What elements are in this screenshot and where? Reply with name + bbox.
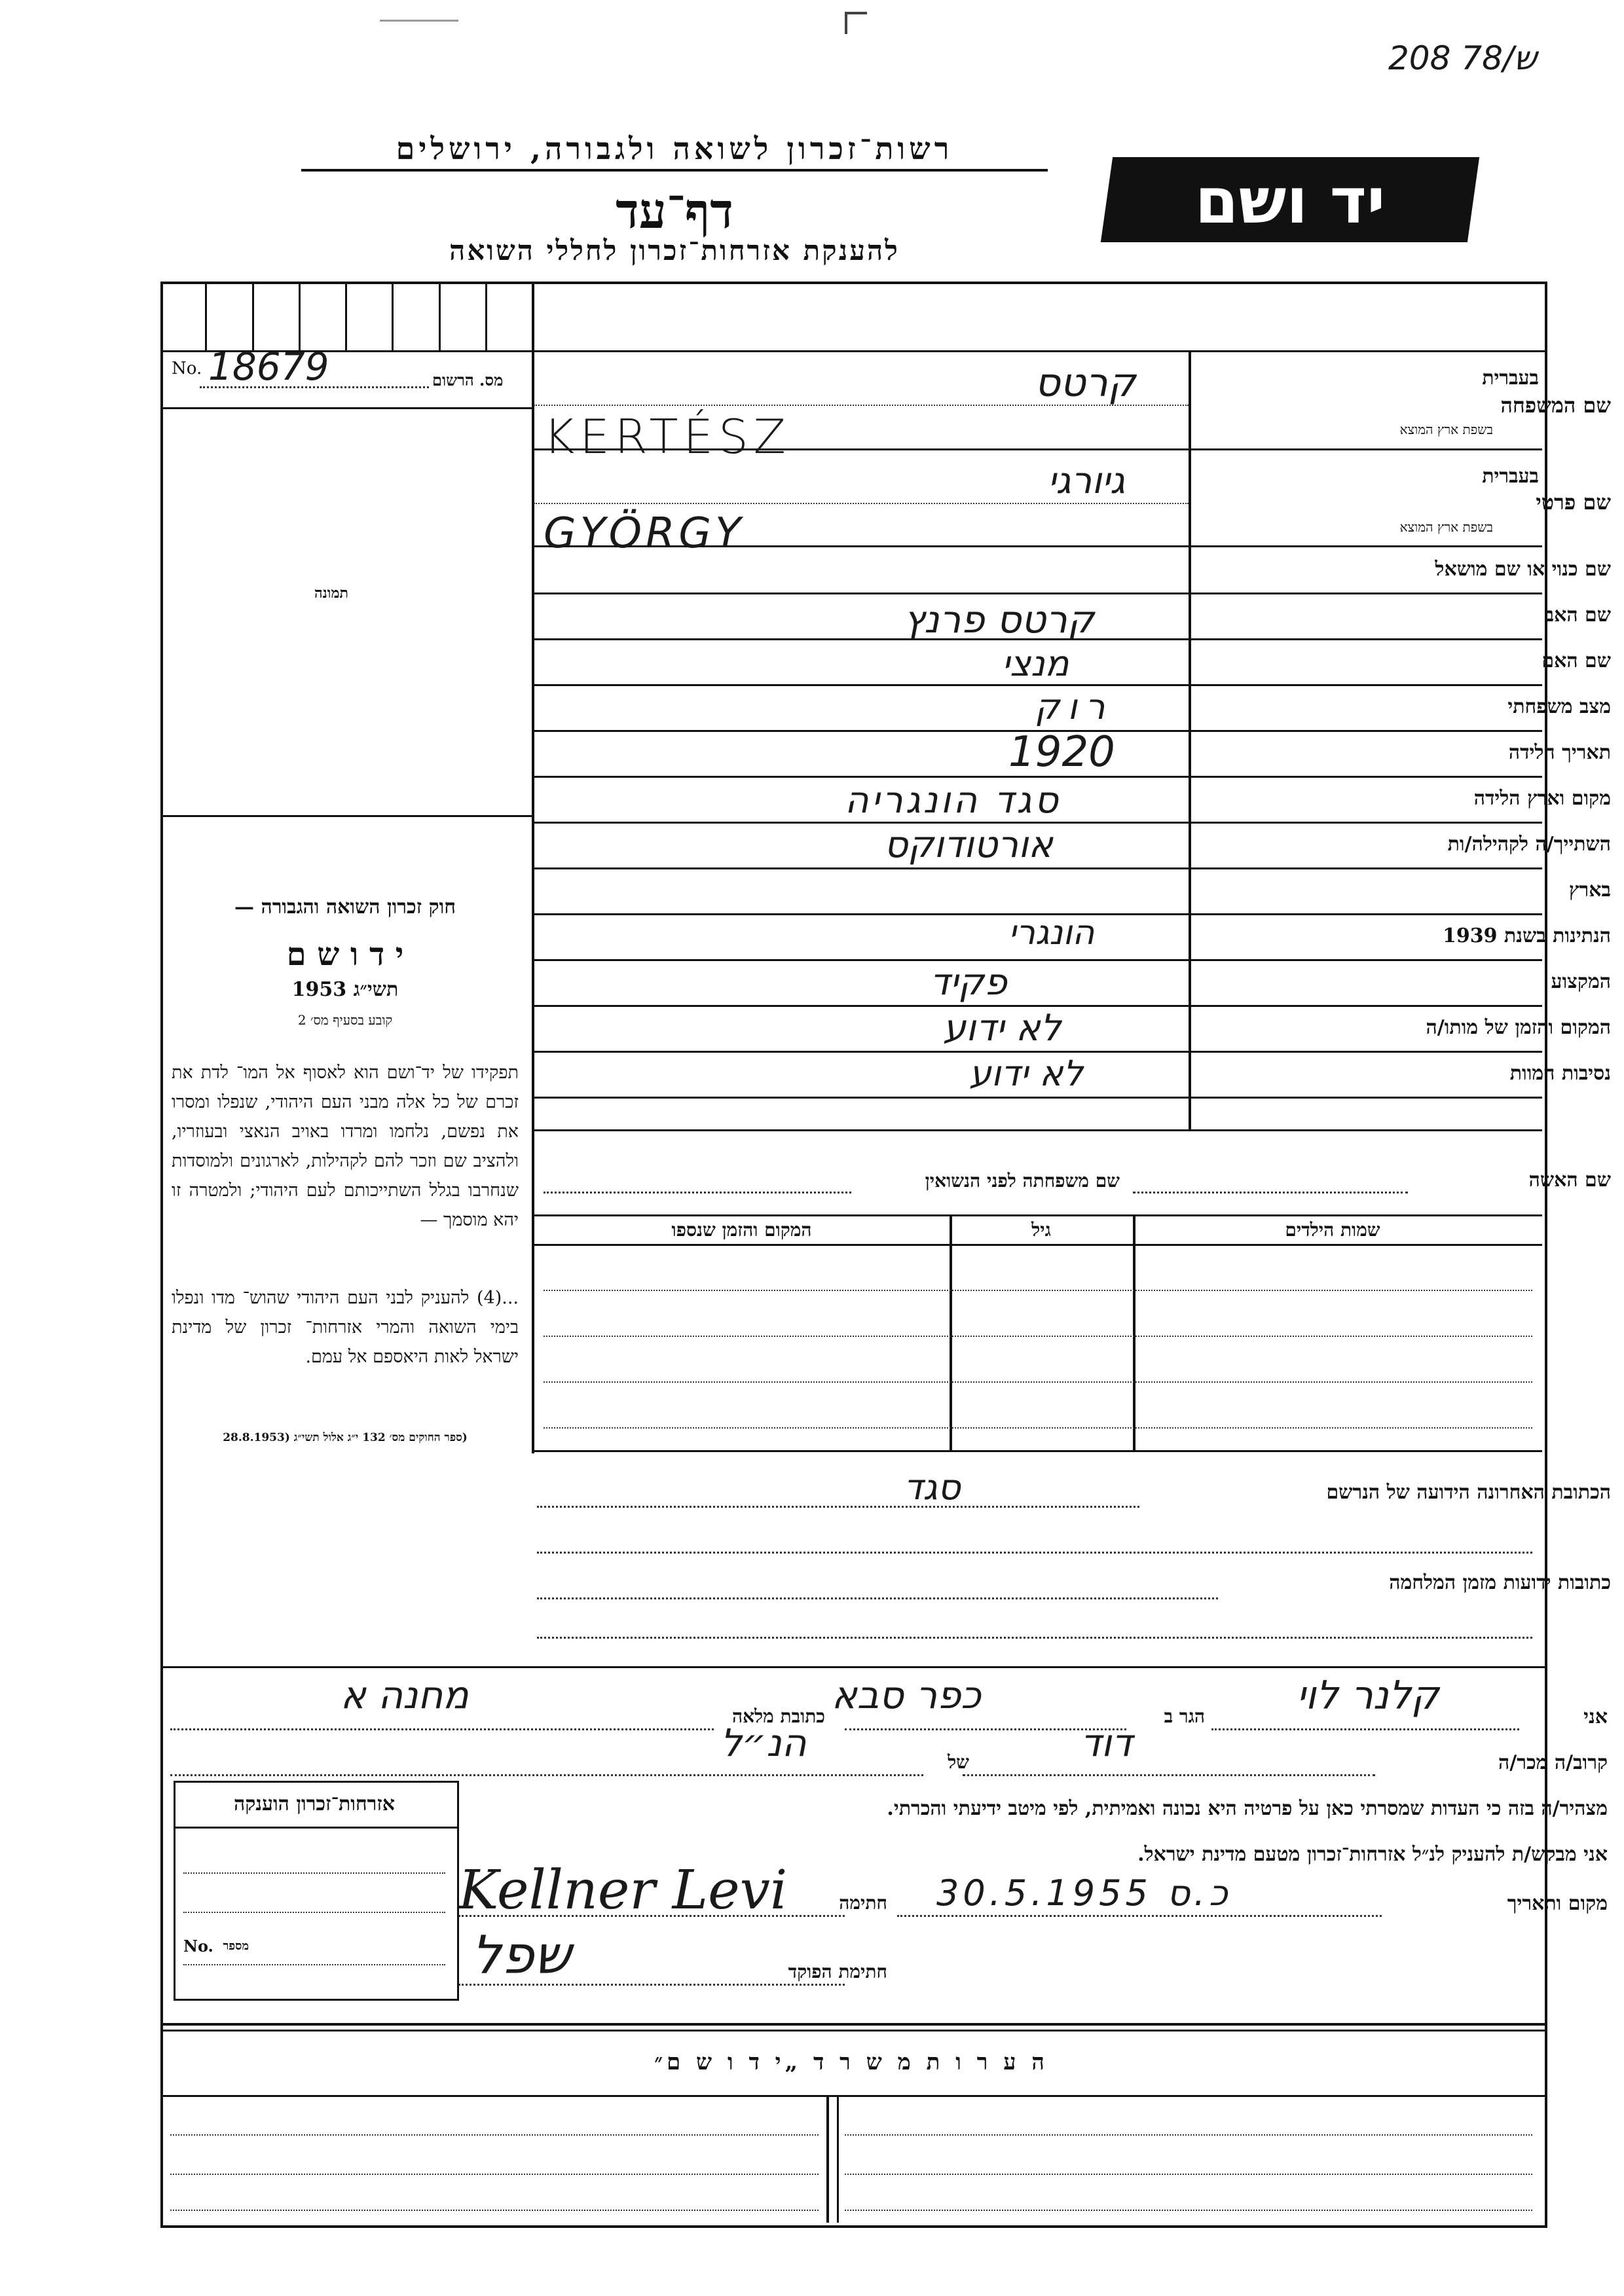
declarant-i-label: אני — [1583, 1705, 1608, 1728]
birth-date-value: 1920 — [1008, 728, 1115, 776]
last-address-value: סגד — [904, 1467, 961, 1508]
citizenship-1939-value: הונגרי — [1008, 913, 1095, 953]
authority-name: רשות־זכרון לשואה ולגבורה, ירושלים — [301, 131, 1048, 172]
maiden-name-label: שם משפחתה לפני הנשואין — [925, 1170, 1120, 1192]
death-value: לא ידוע — [943, 1007, 1061, 1049]
law-reference: (ספר החוקים מס׳ 132 י״ג אלול תשי״ג (28.8.1953 — [223, 1431, 468, 1444]
nickname-label: שם כנוי או שם מושאל — [1435, 558, 1611, 581]
citizenship-number-label: מספר — [223, 1939, 249, 1953]
wartime-address-label: כתובות ידועות מזמן המלחמה — [1389, 1571, 1611, 1594]
origin-language-label-2: בשפת ארץ המוצא — [1399, 519, 1493, 535]
declarant-residence: כפר סבא — [832, 1673, 982, 1717]
children-header-names: שמות הילדים — [1285, 1219, 1380, 1241]
community-value: אורטודוקס — [884, 824, 1053, 866]
relation-value: דוד — [1080, 1721, 1133, 1765]
place-date-label: מקום ותאריך — [1507, 1892, 1608, 1915]
declarant-address: מחנה א — [341, 1673, 469, 1717]
marital-label: מצב משפחתי — [1507, 695, 1611, 718]
father-value: קרטס פרנץ — [904, 597, 1095, 642]
form-subtitle: להענקת אזרחות־זכרון לחללי השואה — [449, 234, 900, 266]
children-header-age: גיל — [1031, 1219, 1051, 1241]
registration-number: 18679 — [208, 344, 329, 389]
full-address-label: כתובת מלאה — [731, 1705, 825, 1727]
profession-label: המקצוע — [1551, 970, 1611, 993]
first-name-hebrew: גיורגי — [1048, 460, 1126, 502]
circumstances-label: נסיבות המוות — [1509, 1062, 1611, 1085]
logo-text: יד ושם — [1194, 164, 1386, 238]
children-header-place: המקום והזמן שנספו — [671, 1219, 812, 1241]
in-hebrew-label-1: בעברית — [1482, 367, 1539, 390]
marital-value: רוק — [1035, 686, 1113, 727]
first-name-origin: GYÖRGY — [544, 509, 745, 558]
family-name-origin: KERTÉSZ — [544, 409, 791, 464]
father-label: שם האב — [1544, 604, 1611, 627]
law-year: תשי״ג 1953 — [291, 978, 399, 1001]
declarant-name: קלנר לוי — [1297, 1673, 1439, 1719]
circumstances-value: לא ידוע — [969, 1053, 1084, 1094]
mother-value: מנצי — [1002, 643, 1069, 684]
profession-value: פקיד — [930, 961, 1007, 1004]
scan-mark — [845, 12, 867, 34]
form-title: דף־עד — [616, 183, 733, 240]
family-name-label: שם המשפחה — [1500, 393, 1611, 418]
officer-signature: שפל — [471, 1925, 572, 1986]
signature-label: חתימה — [839, 1892, 887, 1914]
declarant-signature: Kellner Levi — [458, 1859, 788, 1922]
of-label: של — [948, 1751, 969, 1773]
scan-mark — [380, 20, 458, 22]
code-boxes — [160, 282, 534, 350]
place-date-value: 30.5.1955 כ.ס — [936, 1872, 1232, 1914]
declaration-text: מצהיר/ה בזה כי העדות שמסרתי כאן על פרטיה היא נכונה ואמיתית, לפי מיטב ידיעתי והכרתי. — [887, 1797, 1608, 1820]
relation-label: קרוב/ה מכר/ה — [1498, 1751, 1608, 1774]
law-clause: קובע בסעיף מס׳ 2 — [297, 1012, 393, 1028]
photo-label: תמונה — [314, 585, 348, 602]
citizenship-awarded-title: אזרחות־זכרון הוענקה — [233, 1793, 396, 1815]
country-label: בארץ — [1568, 879, 1611, 902]
community-label: השתייך/ה לקהילה/ות — [1447, 833, 1611, 856]
citizenship-no-prefix: No. — [183, 1937, 213, 1956]
law-text-2: ...(4) להעניק לבני העם היהודי שהוש־ מדו ונפלו בימי השואה והמרי אזרחות־ זכרון של מדינת ישראל לאות היאספם אל עמם. — [172, 1288, 519, 1367]
wife-label: שם האשה — [1528, 1169, 1611, 1192]
death-label: המקום והזמן של מותו/ה — [1426, 1016, 1611, 1039]
resident-label: הגר ב — [1164, 1705, 1205, 1727]
origin-language-label-1: בשפת ארץ המוצא — [1399, 422, 1493, 437]
reg-no-prefix: No. — [172, 359, 202, 378]
office-notes-title: ה ע ר ו ת מ ש ר ד „י ד ו ש ם״ — [654, 2049, 1048, 2075]
birth-place-label: מקום וארץ הלידה — [1473, 787, 1611, 810]
archive-number: 208 ש/78 — [1388, 39, 1538, 77]
law-text-1: תפקידו של יד־ושם הוא לאסוף אל המו־ לדת את זכרם של כל אלה מבני העם היהודי, שנפלו ומסרו את נפשם, נלחמו ומרדו באויב הנאצי ובעוזריו, ולהציב שם וזכר להם לקהילות, לארגונים ולמוסדות שנחרבו בגלל השתייכותם לעם היהודי; ולמטרה זו יהא מוסמך — — [172, 1063, 519, 1230]
law-name: י ד ו ש ם — [286, 936, 404, 973]
last-address-label: הכתובת האחרונה הידועה של הנרשם — [1326, 1481, 1611, 1504]
registration-label: מס. הרשום — [432, 371, 504, 390]
birth-date-label: תאריך הלידה — [1508, 741, 1611, 764]
law-title: חוק זכרון השואה והגבורה — — [234, 896, 456, 919]
birth-place-value: סגד הונגריה — [845, 779, 1061, 822]
mother-label: שם האם — [1541, 649, 1611, 672]
citizenship-1939-label: הנתינות בשנת 1939 — [1442, 924, 1611, 947]
request-text: אני מבקש/ת להעניק לנ״ל אזרחות־זכרון מטעם מדינת ישראל. — [1137, 1843, 1608, 1866]
officer-signature-label: חתימת הפוקד — [788, 1961, 887, 1982]
of-value: הנ״ל — [720, 1721, 807, 1765]
first-name-label: שם פרטי — [1536, 490, 1611, 515]
in-hebrew-label-2: בעברית — [1482, 465, 1539, 488]
family-name-hebrew: קרטס — [1035, 360, 1136, 406]
